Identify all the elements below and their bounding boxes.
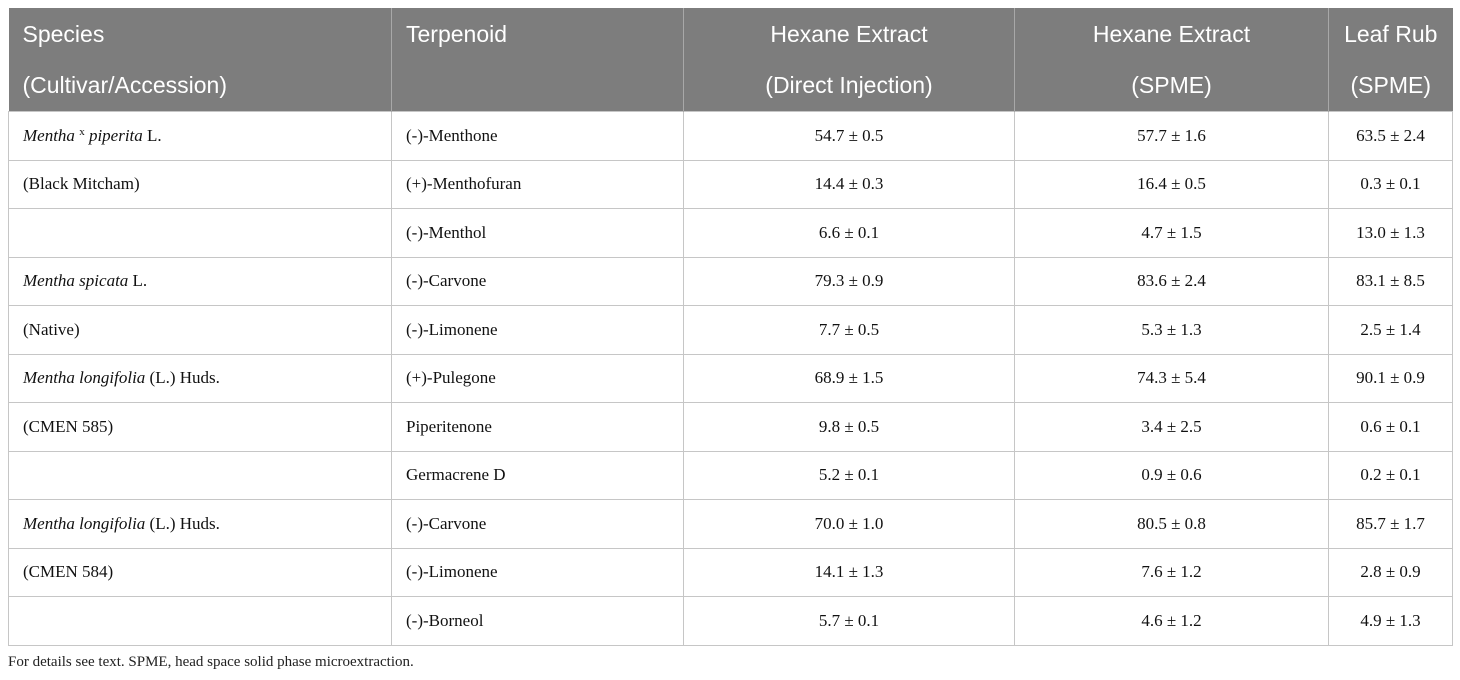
- terpenoid-table: [8, 8, 1453, 646]
- species-cell: [9, 597, 392, 646]
- table-row: [9, 500, 1453, 549]
- header-leaf-rub-sub: (SPME): [1329, 60, 1453, 112]
- species-cell: (Native): [9, 306, 392, 355]
- species-cell: (Black Mitcham): [9, 160, 392, 209]
- hexane-spme-cell: 0.9 ± 0.6: [1015, 451, 1329, 500]
- header-hexane-direct-sub: (Direct Injection): [684, 60, 1015, 112]
- direct-injection-cell: 5.2 ± 0.1: [684, 451, 1015, 500]
- table-row: [9, 209, 1453, 258]
- hexane-spme-cell: 4.6 ± 1.2: [1015, 597, 1329, 646]
- header-leaf-rub: Leaf Rub: [1329, 8, 1453, 60]
- leaf-rub-cell: 4.9 ± 1.3: [1329, 597, 1453, 646]
- leaf-rub-cell: 0.3 ± 0.1: [1329, 160, 1453, 209]
- table-row: [9, 257, 1453, 306]
- direct-injection-cell: 7.7 ± 0.5: [684, 306, 1015, 355]
- hexane-spme-cell: 16.4 ± 0.5: [1015, 160, 1329, 209]
- direct-injection-cell: 5.7 ± 0.1: [684, 597, 1015, 646]
- direct-injection-cell: 54.7 ± 0.5: [684, 112, 1015, 161]
- species-cell: Mentha longifolia (L.) Huds.: [9, 354, 392, 403]
- hexane-spme-cell: 80.5 ± 0.8: [1015, 500, 1329, 549]
- terpenoid-cell: (-)-Menthol: [392, 209, 684, 258]
- terpenoid-cell: (-)-Borneol: [392, 597, 684, 646]
- direct-injection-cell: 14.4 ± 0.3: [684, 160, 1015, 209]
- leaf-rub-cell: 2.8 ± 0.9: [1329, 548, 1453, 597]
- species-cell: [9, 209, 392, 258]
- leaf-rub-cell: 2.5 ± 1.4: [1329, 306, 1453, 355]
- hexane-spme-cell: 5.3 ± 1.3: [1015, 306, 1329, 355]
- hexane-spme-cell: 74.3 ± 5.4: [1015, 354, 1329, 403]
- header-species-sub: (Cultivar/Accession): [9, 60, 392, 112]
- table-header: [9, 8, 1453, 112]
- direct-injection-cell: 79.3 ± 0.9: [684, 257, 1015, 306]
- table-row: [9, 597, 1453, 646]
- table-row: [9, 112, 1453, 161]
- table-row: [9, 306, 1453, 355]
- leaf-rub-cell: 90.1 ± 0.9: [1329, 354, 1453, 403]
- direct-injection-cell: 9.8 ± 0.5: [684, 403, 1015, 452]
- direct-injection-cell: 14.1 ± 1.3: [684, 548, 1015, 597]
- header-row-1: [9, 8, 1453, 60]
- species-cell: Mentha longifolia (L.) Huds.: [9, 500, 392, 549]
- direct-injection-cell: 6.6 ± 0.1: [684, 209, 1015, 258]
- leaf-rub-cell: 13.0 ± 1.3: [1329, 209, 1453, 258]
- header-terpenoid: Terpenoid: [392, 8, 684, 60]
- species-cell: Mentha $^x$ piperita L.: [9, 112, 392, 161]
- table-row: [9, 160, 1453, 209]
- terpenoid-cell: (-)-Limonene: [392, 548, 684, 597]
- terpenoid-cell: (+)-Menthofuran: [392, 160, 684, 209]
- species-cell: (CMEN 584): [9, 548, 392, 597]
- header-terpenoid-sub: [392, 60, 684, 112]
- direct-injection-cell: 68.9 ± 1.5: [684, 354, 1015, 403]
- leaf-rub-cell: 85.7 ± 1.7: [1329, 500, 1453, 549]
- table-row: [9, 354, 1453, 403]
- table-row: [9, 451, 1453, 500]
- table-body: [9, 112, 1453, 646]
- table-container: [8, 8, 1452, 646]
- hexane-spme-cell: 57.7 ± 1.6: [1015, 112, 1329, 161]
- terpenoid-cell: (-)-Carvone: [392, 257, 684, 306]
- header-row-2: [9, 60, 1453, 112]
- terpenoid-cell: (+)-Pulegone: [392, 354, 684, 403]
- table-row: [9, 403, 1453, 452]
- leaf-rub-cell: 0.6 ± 0.1: [1329, 403, 1453, 452]
- terpenoid-cell: Piperitenone: [392, 403, 684, 452]
- species-cell: Mentha spicata L.: [9, 257, 392, 306]
- species-cell: (CMEN 585): [9, 403, 392, 452]
- table-row: [9, 548, 1453, 597]
- direct-injection-cell: 70.0 ± 1.0: [684, 500, 1015, 549]
- leaf-rub-cell: 0.2 ± 0.1: [1329, 451, 1453, 500]
- terpenoid-cell: (-)-Carvone: [392, 500, 684, 549]
- species-cell: [9, 451, 392, 500]
- header-hexane-spme: Hexane Extract: [1015, 8, 1329, 60]
- hexane-spme-cell: 83.6 ± 2.4: [1015, 257, 1329, 306]
- header-hexane-spme-sub: (SPME): [1015, 60, 1329, 112]
- terpenoid-cell: Germacrene D: [392, 451, 684, 500]
- table-footnote: For details see text. SPME, head space solid phase microextraction.: [8, 654, 414, 670]
- hexane-spme-cell: 4.7 ± 1.5: [1015, 209, 1329, 258]
- leaf-rub-cell: 83.1 ± 8.5: [1329, 257, 1453, 306]
- leaf-rub-cell: 63.5 ± 2.4: [1329, 112, 1453, 161]
- terpenoid-cell: (-)-Limonene: [392, 306, 684, 355]
- hexane-spme-cell: 7.6 ± 1.2: [1015, 548, 1329, 597]
- header-species: Species: [9, 8, 392, 60]
- hexane-spme-cell: 3.4 ± 2.5: [1015, 403, 1329, 452]
- terpenoid-cell: (-)-Menthone: [392, 112, 684, 161]
- header-hexane-direct: Hexane Extract: [684, 8, 1015, 60]
